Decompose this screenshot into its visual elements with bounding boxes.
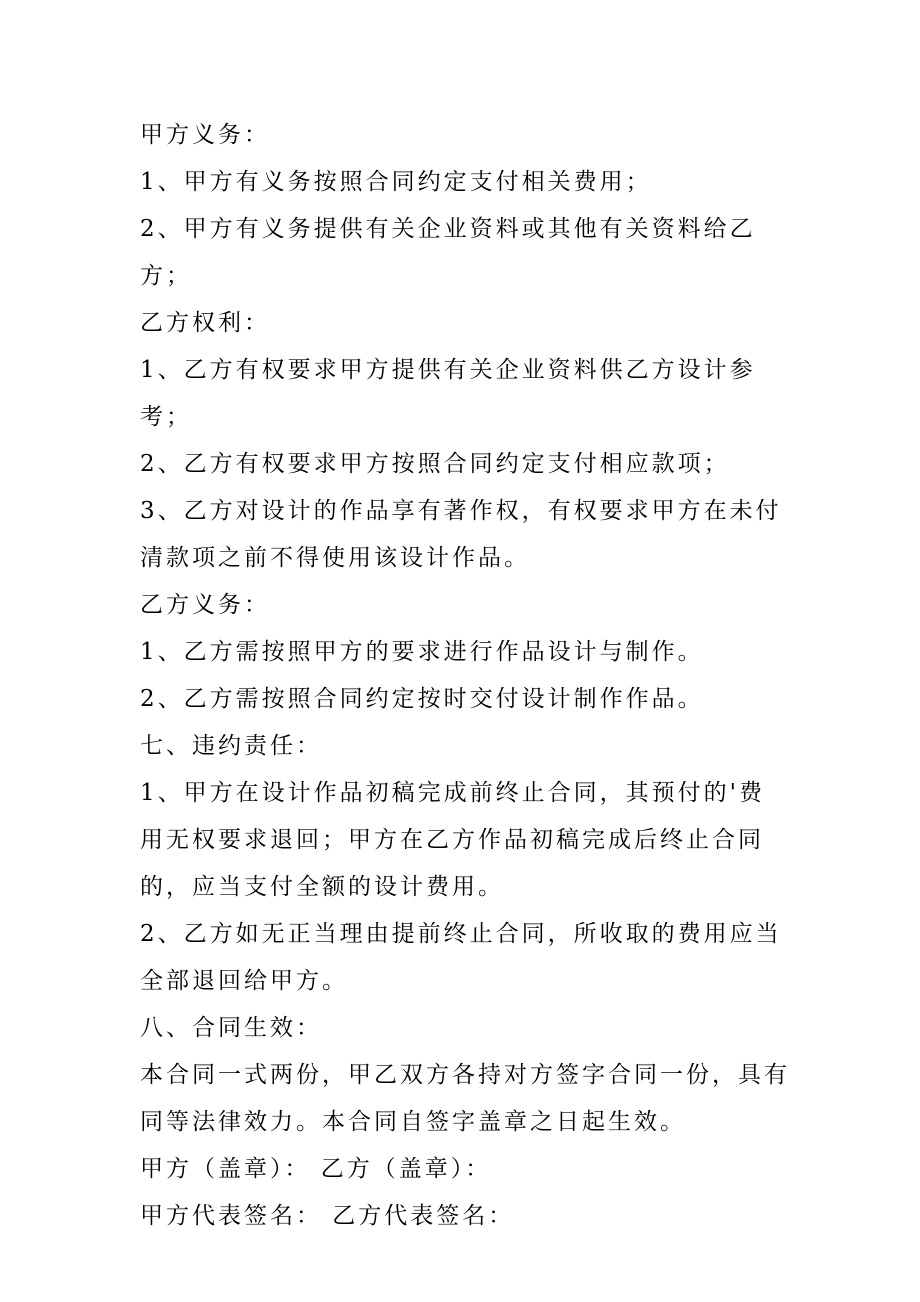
party-a-obligation-2: 2、甲方有义务提供有关企业资料或其他有关资料给乙方；: [140, 216, 756, 289]
party-b-obligation-1: 1、乙方需按照甲方的要求进行作品设计与制作。: [140, 639, 704, 665]
party-b-obligations-heading: 乙方义务：: [140, 592, 270, 618]
party-b-right-2: 2、乙方有权要求甲方按照合同约定支付相应款项；: [140, 451, 730, 477]
party-b-obligation-2: 2、乙方需按照合同约定按时交付设计制作作品。: [140, 686, 704, 712]
seal-line: 甲方（盖章）： 乙方（盖章）：: [140, 1156, 492, 1182]
breach-liability-2: 2、乙方如无正当理由提前终止合同，所收取的费用应当全部退回给甲方。: [140, 921, 782, 994]
party-b-right-3: 3、乙方对设计的作品享有著作权，有权要求甲方在未付清款项之前不得使用该设计作品。: [140, 498, 782, 571]
party-b-right-1: 1、乙方有权要求甲方提供有关企业资料供乙方设计参考；: [140, 357, 756, 430]
contract-effect-text: 本合同一式两份，甲乙双方各持对方签字合同一份，具有同等法律效力。本合同自签字盖章之日起生效。: [140, 1062, 790, 1135]
breach-liability-1: 1、甲方在设计作品初稿完成前终止合同，其预付的'费用无权要求退回；甲方在乙方作品初稿完成后终止合同的，应当支付全额的设计费用。: [140, 780, 765, 900]
signature-line: 甲方代表签名： 乙方代表签名：: [140, 1203, 515, 1229]
party-a-obligations-heading: 甲方义务：: [140, 122, 270, 148]
party-a-obligation-1: 1、甲方有义务按照合同约定支付相关费用；: [140, 169, 652, 195]
document-body: [140, 112, 790, 1240]
contract-effect-heading: 八、合同生效：: [140, 1015, 322, 1041]
party-b-rights-heading: 乙方权利：: [140, 310, 270, 336]
breach-liability-heading: 七、违约责任：: [140, 733, 322, 759]
